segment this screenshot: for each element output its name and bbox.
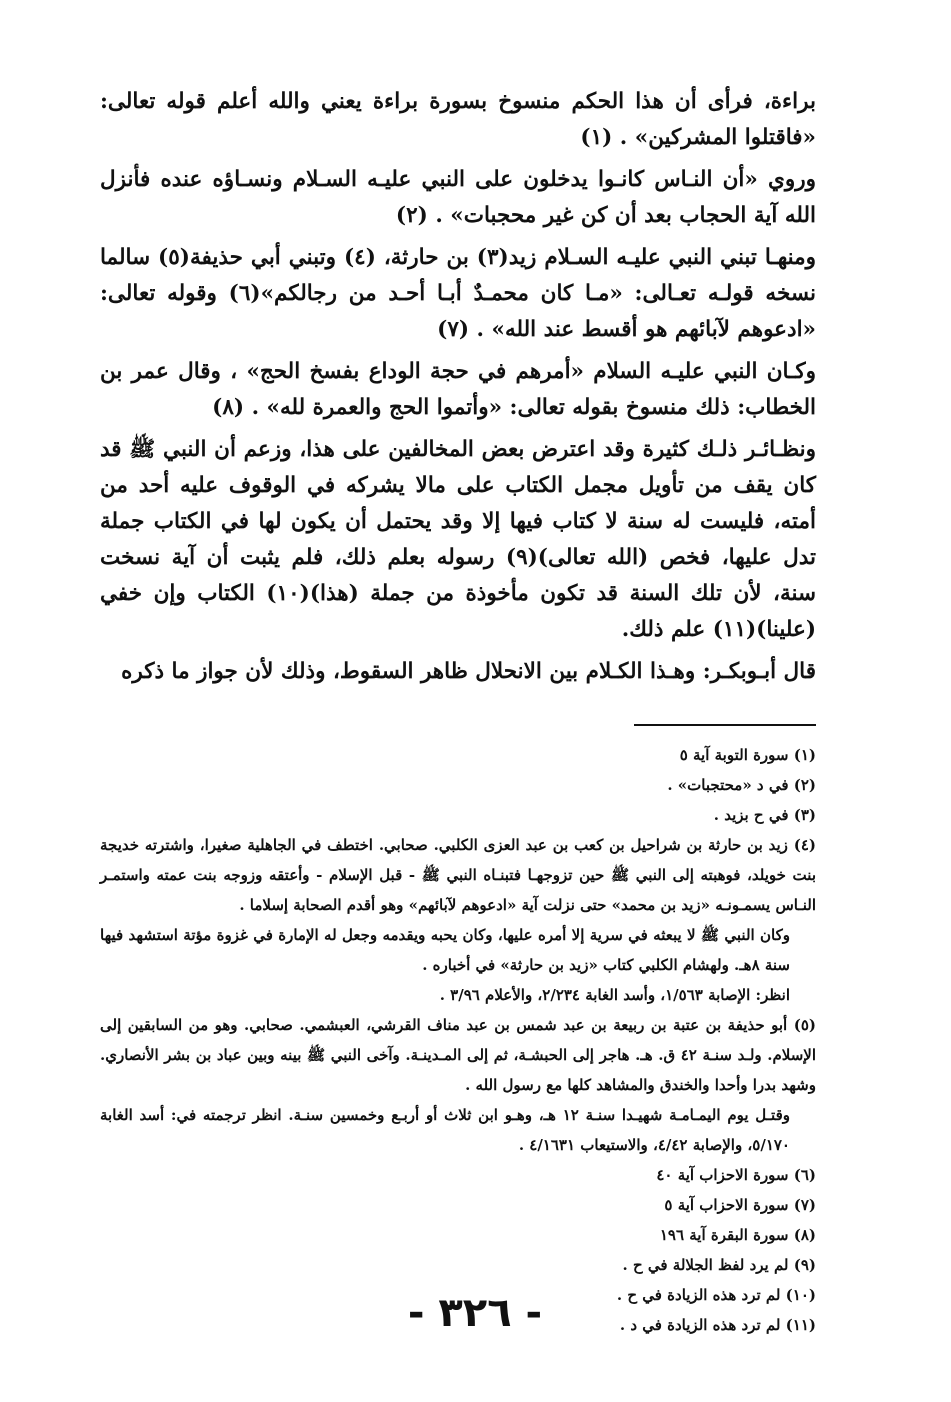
- body-paragraph-1: براءة، فرأى أن هذا الحكم منسوخ بسورة براءة يعني والله أعلم قوله تعالى: «فاقتلوا المشركين» . (١): [100, 89, 816, 150]
- footnote-4-references: انظر: الإصابة ١/٥٦٣، وأسد الغابة ٢/٢٣٤، والأعلام ٣/٩٦ .: [439, 986, 790, 1004]
- body-paragraph-5: ونظـائـر ذلـك كثيرة وقد اعترض بعض المخالفين على هذا، وزعم أن النبي ﷺ قد كان يقف من تأويل مجمل الكتاب على مالا يشركه في الوقوف عليه أحد من أمته، فليست له سنة لا كتاب فيها إلا وقد يحتمل أن يكون لها في الكتاب جملة تدل عليها، فخص (الله تعالى)(٩) رسوله بعلم ذلك، فلم يثبت أن آية نسخت سنة، لأن تلك السنة قد تكون مأخوذة من جملة (هذا)(١٠) الكتاب وإن خفي (علينا)(١١) علم ذلك.: [100, 437, 816, 642]
- footnote-5-continued: وقتـل يوم اليمـامـة شهيـدا سنـة ١٢ هـ، وهـو ابن ثلاث أو أربـع وخمسين سنـة. انظر ترجمته في: أسد الغابة ٥/١٧٠، والإصابة ٤/٤٢، والاستيعاب ٤/١٦٣١ .: [100, 1106, 790, 1154]
- footnote-5: (٥) أبو حذيفة بن عتبة بن ربيعة بن عبد شمس بن عبد مناف القرشي، العبشمي. صحابي. وهو من السابقين إلى الإسلام. ولـد سنـة ٤٢ ق. هـ. هاجر إلى الحبشـة، ثم إلى المـدينـة. وآخى النبي ﷺ بينه وبين عباد بن بشر الأنصاري. وشهد بدرا وأحدا والخندق والمشاهد كلها مع رسول الله .: [100, 1016, 816, 1094]
- footnote-7: (٧) سورة الاحزاب آية ٥: [664, 1196, 816, 1214]
- footnote-3: (٣) في ح بزيد .: [713, 806, 816, 824]
- footnote-4-continued: وكان النبي ﷺ لا يبعثه في سرية إلا أمره عليها، وكان يحبه ويقدمه وجعل له الإمارة في غزوة مؤتة استشهد فيها سنة ٨هـ. ولهشام الكلبي كتاب «زيد بن حارثة» في أخباره .: [100, 926, 790, 974]
- body-paragraph-2: وروي «أن النـاس كانـوا يدخلون على النبي عليـه السـلام ونسـاؤه عنده فأنزل الله آية الحجاب بعد أن كن غير محجبات» . (٢): [100, 167, 816, 228]
- page-content: [100, 84, 816, 1340]
- page-number: - ٣٢٦ -: [407, 1290, 543, 1336]
- footnote-divider: [634, 724, 816, 726]
- footnote-4: (٤) زيد بن حارثة بن شراحيل بن كعب بن عبد العزى الكلبي. صحابي. اختطف في الجاهلية صغيرا، واشترته خديجة بنت خويلد، فوهبته إلى النبي ﷺ حين تزوجهـا فتبنـاه النبي ﷺ - قبل الإسلام - وأعتقه وزوجه بنت عمته واستمـر النـاس يسمـونـه «زيد بن محمد» حتى نزلت آية «ادعوهم لآبائهم» وهو أقدم الصحابة إسلاما .: [100, 836, 816, 914]
- footnote-10: (١٠) لم ترد هذه الزيادة في ح .: [616, 1286, 816, 1304]
- footnote-6: (٦) سورة الاحزاب آية ٤٠: [656, 1166, 816, 1184]
- footnotes: [100, 740, 816, 1340]
- body-paragraph-4: وكـان النبي عليـه السلام «أمرهم في حجة الوداع بفسخ الحج» ، وقال عمر بن الخطاب: ذلك منسوخ بقوله تعالى: «وأتموا الحج والعمرة لله» . (٨): [100, 359, 816, 420]
- footnote-2: (٢) في د «محتجبات» .: [667, 776, 816, 794]
- footnote-1: (١) سورة التوبة آية ٥: [679, 746, 816, 764]
- footnote-8: (٨) سورة البقرة آية ١٩٦: [659, 1226, 816, 1244]
- footnote-9: (٩) لم يرد لفظ الجلالة في ح .: [622, 1256, 816, 1274]
- body-paragraph-3: ومنهـا تبني النبي عليـه السـلام زيد(٣) بن حارثة، (٤) وتبني أبي حذيفة(٥) سالما نسخه قولـه تعـالى: «مـا كان محمـدٌ أبـا أحـد من رجالكم»(٦) وقوله تعالى: «ادعوهم لآبائهم هو أقسط عند الله» . (٧): [100, 245, 817, 342]
- footnote-11: (١١) لم ترد هذه الزيادة في د .: [619, 1316, 816, 1334]
- body-paragraph-6: قال أبـوبكـر: وهـذا الكـلام بين الانحلال ظاهر السقوط، وذلك لأن جواز ما ذكره: [121, 659, 816, 684]
